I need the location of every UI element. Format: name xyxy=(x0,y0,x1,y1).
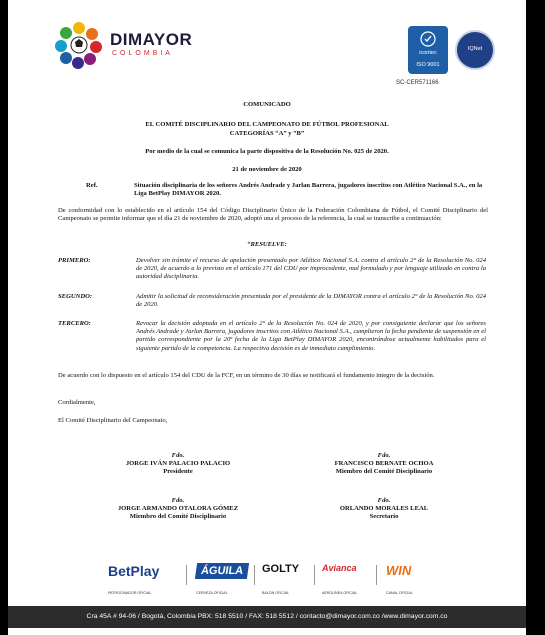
sender: El Comité Disciplinario del Campeonato, xyxy=(58,417,168,424)
separator xyxy=(254,565,255,585)
brand-subtitle: COLOMBIA xyxy=(112,50,173,57)
intro-paragraph: De conformidad con lo establecido en el artículo 154 del Código Disciplinario Único de la Federación Colombiana de Fútbol, el Comité Disciplinario del Campeonato se permite informar que el día 21 de noviembre de 2020, adoptó una el proceso de la referencia, la cual se transcribe a continuación: xyxy=(58,207,488,223)
signature-block xyxy=(78,497,278,522)
signatory-role: Presidente xyxy=(163,468,193,476)
sponsor-caption: CERVEZA OFICIAL xyxy=(196,591,228,595)
letterhead xyxy=(8,0,526,92)
item-label: SEGUNDO: xyxy=(58,293,93,300)
ref-label: Ref. xyxy=(86,182,98,189)
signature-block xyxy=(78,452,278,477)
sponsor-logo: ÁGUILA xyxy=(195,563,249,579)
signature-block xyxy=(284,452,484,477)
iqnet-badge xyxy=(455,30,495,70)
subject: Por medio de la cual se comunica la parte dispositiva de la Resolución No. 025 de 2020. xyxy=(145,148,389,155)
dimayor-logo-icon xyxy=(54,20,104,70)
signatory-role: Miembro del Comité Disciplinario xyxy=(129,513,227,521)
separator xyxy=(376,565,377,585)
item-text: Devolver sin trámite el recurso de apelación presentado por Atlético Nacional S.A. contra el artículo 2° de la Resolución No. 024 de 2020, de acuerdo a lo previsto en el artículo 171 del CDU por improcedente, mal formulado y por lenguaje utilizado en contra la autoridad disciplinaria. xyxy=(136,257,486,281)
signatory-name: JORGE IVÁN PALACIO PALACIO xyxy=(125,460,231,468)
item-text: Admitir la solicitud de reconsideración presentada por el presidente de la DIMAYOR contra el artículo 2° de la Resolución No. 024 de 2020. xyxy=(136,293,486,309)
icontec-badge xyxy=(408,26,448,74)
signature-fdo: Fdo. xyxy=(171,497,185,504)
sponsor-logo: GOLTY xyxy=(262,563,300,575)
item-text: Revocar la decisión adoptada en el artículo 2° de la Resolución No. 024 de 2020, y por consiguiente declarar que los señores Andrés Andrade y Jarlan Barrera, jugadores inscritos con Atlético Nacional S.A., cumplieron la fecha pendiente de suspensión en el partido correspondiente por la 20ª fecha de la Liga BetPlay DIMAYOR 2020, encontrándose actualmente habilitados para el siguiente partido de la competencia. La respectiva decisión es de inmediato cumplimiento. xyxy=(136,320,486,352)
item-label: TERCERO: xyxy=(58,320,91,327)
icontec-label: icontec xyxy=(419,50,437,56)
salutation: Cordialmente, xyxy=(58,399,96,406)
sponsor-bar xyxy=(8,555,526,601)
separator xyxy=(186,565,187,585)
signatory-role: Miembro del Comité Disciplinario xyxy=(335,468,433,476)
heading: COMUNICADO xyxy=(243,101,291,108)
item-label: PRIMERO: xyxy=(58,257,91,264)
signatory-role: Secretario xyxy=(369,513,399,521)
ref-text: Situación disciplinaria de los señores Andrés Andrade y Jarlan Barrera, jugadores inscritos con Atlético Nacional S.A., en la Liga BetPlay DIMAYOR 2020. xyxy=(134,182,483,198)
signatory-name: JORGE ARMANDO OTALORA GÓMEZ xyxy=(117,505,239,513)
signature-block xyxy=(284,497,484,522)
document-page xyxy=(8,0,526,635)
signature-fdo: Fdo. xyxy=(377,452,391,459)
sponsor-logo: Avianca xyxy=(322,563,357,573)
sponsor-logo: BetPlay xyxy=(108,563,160,579)
brand-name: DIMAYOR xyxy=(110,30,193,49)
sponsor-caption: AEROLÍNEA OFICIAL xyxy=(322,591,358,595)
iso-label: ISO 9001 xyxy=(416,62,440,68)
sponsor-logo: WIN xyxy=(386,563,412,578)
footer-contact: Cra 45A # 94-06 / Bogotá, Colombia PBX: 518 5510 / FAX: 518 5512 / contacto@dimayor.com.co /www.dimayor.com.co xyxy=(8,606,526,628)
closing-paragraph: De acuerdo con lo dispuesto en el artículo 154 del CDU de la FCF, en un término de 30 días se notificará el fundamento integro de la decisión. xyxy=(58,372,435,379)
committee-line-2: CATEGORÍAS “A” y “B” xyxy=(229,130,305,137)
committee-line-1: EL COMITÉ DISCIPLINARIO DEL CAMPEONATO DE FÚTBOL PROFESIONAL xyxy=(145,121,389,128)
resuelve: “RESUELVE: xyxy=(247,241,287,248)
signature-fdo: Fdo. xyxy=(171,452,185,459)
sponsor-caption: PATROCINADOR OFICIAL xyxy=(108,591,152,595)
sponsor-caption: CANAL OFICIAL xyxy=(386,591,413,595)
certification-icon xyxy=(420,31,436,47)
signature-fdo: Fdo. xyxy=(377,497,391,504)
signatory-name: ORLANDO MORALES LEAL xyxy=(339,505,429,513)
iqnet-label: IQNet xyxy=(467,46,483,52)
signatory-name: FRANCISCO BERNATE OCHOA xyxy=(334,460,434,468)
separator xyxy=(314,565,315,585)
sponsor-caption: BALÓN OFICIAL xyxy=(262,591,290,595)
certificate-code: SC-CER571166 xyxy=(396,80,439,86)
date: 21 de noviembre de 2020 xyxy=(232,166,302,173)
